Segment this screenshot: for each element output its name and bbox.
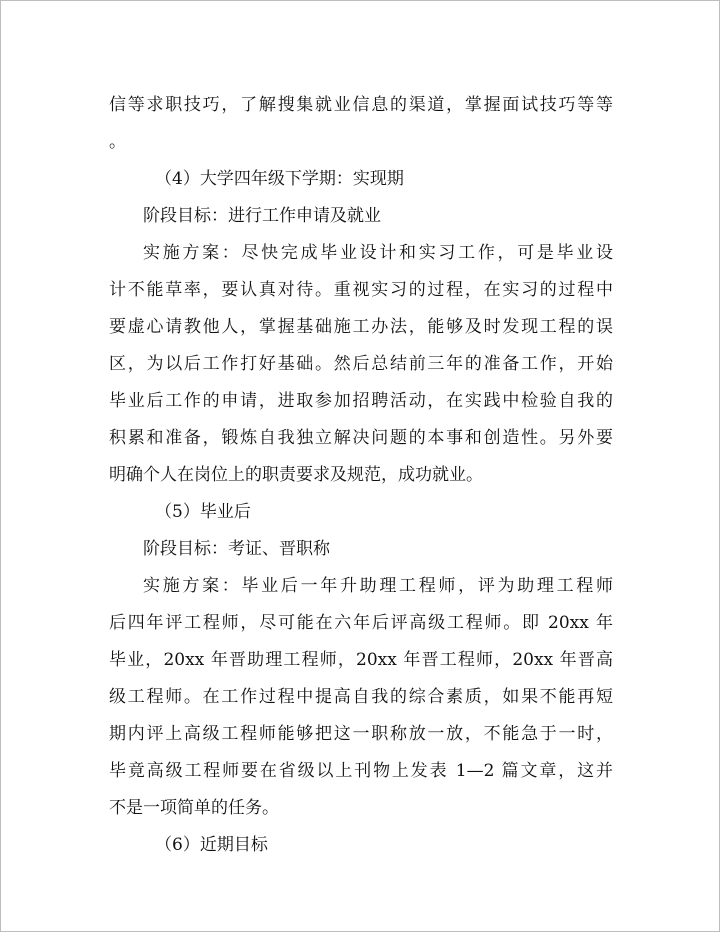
section-heading-5: （5）毕业后 xyxy=(155,502,251,522)
paragraph-line: 。 xyxy=(109,132,126,152)
paragraph-line: 不是一项简单的任务。 xyxy=(109,798,279,818)
paragraph-line: 后四年评工程师，尽可能在六年后评高级工程师。即 20xx 年 xyxy=(109,613,613,633)
paragraph-line: 毕竟高级工程师要在省级以上刊物上发表 1—2 篇文章，这并 xyxy=(109,761,613,781)
stage-goal-line: 阶段目标：考证、晋职称 xyxy=(143,539,330,559)
paragraph-line: 信等求职技巧，了解搜集就业信息的渠道，掌握面试技巧等等 xyxy=(109,95,613,115)
paragraph-line: 明确个人在岗位上的职责要求及规范，成功就业。 xyxy=(109,465,483,485)
plan-line: 实施方案：尽快完成毕业设计和实习工作，可是毕业设 xyxy=(143,243,613,263)
paragraph-line: 区，为以后工作打好基础。然后总结前三年的准备工作，开始 xyxy=(109,354,613,374)
paragraph-line: 积累和准备，锻炼自我独立解决问题的本事和创造性。另外要 xyxy=(109,428,613,448)
paragraph-line: 毕业后工作的申请，进取参加招聘活动，在实践中检验自我的 xyxy=(109,391,613,411)
section-heading-4: （4）大学四年级下学期：实现期 xyxy=(155,169,404,189)
paragraph-line: 要虚心请教他人，掌握基础施工办法，能够及时发现工程的误 xyxy=(109,317,613,337)
paragraph-line: 级工程师。在工作过程中提高自我的综合素质，如果不能再短 xyxy=(109,687,613,707)
plan-line: 实施方案：毕业后一年升助理工程师，评为助理工程师 xyxy=(143,576,613,596)
paragraph-line: 计不能草率，要认真对待。重视实习的过程，在实习的过程中 xyxy=(109,280,613,300)
paragraph-line: 毕业，20xx 年晋助理工程师，20xx 年晋工程师，20xx 年晋高 xyxy=(109,650,613,670)
stage-goal-line: 阶段目标：进行工作申请及就业 xyxy=(143,206,381,226)
paragraph-line: 期内评上高级工程师能够把这一职称放一放，不能急于一时， xyxy=(109,724,613,744)
section-heading-6: （6）近期目标 xyxy=(155,835,268,855)
document-body xyxy=(109,87,613,864)
